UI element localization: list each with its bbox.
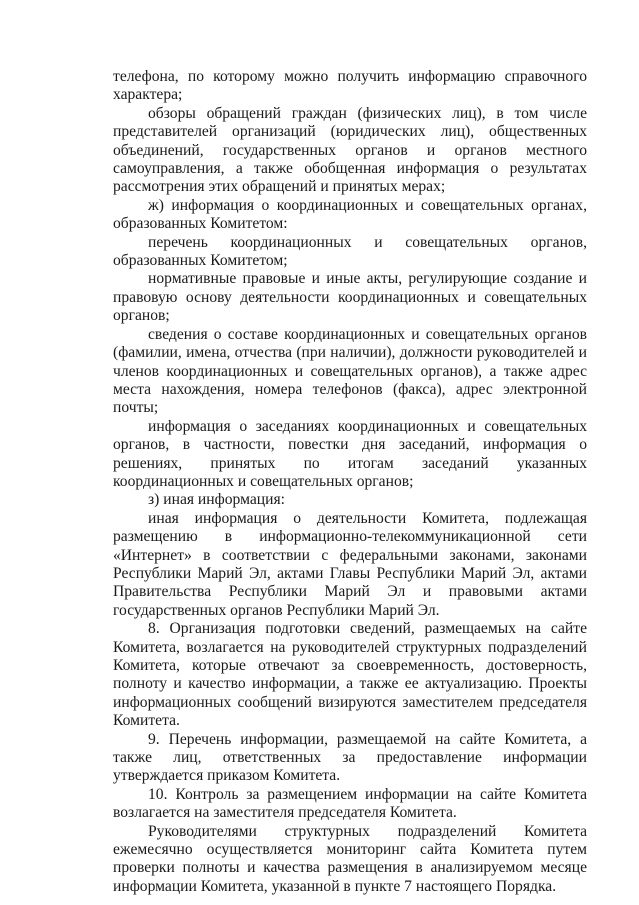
paragraph-normative-acts: нормативные правовые и иные акты, регулирующие создание и правовую основу деятельности координационных и совещательных органов; [113, 270, 587, 325]
paragraph-meetings: информация о заседаниях координационных и совещательных органов, в частности, повестки дня заседаний, информация о решениях, принятых по итогам заседаний указанных координационных и совещательных органов; [113, 417, 587, 490]
paragraph-clause-10: 10. Контроль за размещением информации на сайте Комитета возлагается на заместителя председателя Комитета. [113, 785, 587, 822]
paragraph-clause-8: 8. Организация подготовки сведений, размещаемых на сайте Комитета, возлагается на руководителей структурных подразделений Комитета, которые отвечают за своевременность, достоверность, полноту и качество информации, а также ее актуализацию. Проекты информационных сообщений визируются заместителем председателя Комитета. [113, 620, 587, 730]
document-body [113, 68, 587, 896]
paragraph-bodies-list: перечень координационных и совещательных органов, образованных Комитетом; [113, 233, 587, 270]
paragraph-composition: сведения о составе координационных и совещательных органов (фамилии, имена, отчества (при наличии), должности руководителей и членов координационных и совещательных органов), а также адрес места нахождения, номера телефонов (факса), адрес электронной почты; [113, 325, 587, 417]
paragraph-item-zh: ж) информация о координационных и совещательных органах, образованных Комитетом: [113, 196, 587, 233]
paragraph-appeals-reviews: обзоры обращений граждан (физических лиц), в том числе представителей организаций (юридических лиц), общественных объединений, государственных органов и органов местного самоуправления, а также обобщенная информация о результатах рассмотрения этих обращений и принятых мерах; [113, 104, 587, 196]
paragraph-clause-9: 9. Перечень информации, размещаемой на сайте Комитета, а также лиц, ответственных за предоставление информации утверждается приказом Комитета. [113, 730, 587, 785]
paragraph-item-z: з) иная информация: [148, 491, 285, 509]
paragraph-phone-info: телефона, по которому можно получить информацию справочного характера; [113, 68, 587, 104]
paragraph-other-info: иная информация о деятельности Комитета, подлежащая размещению в информационно-телекоммуникационной сети «Интернет» в соответствии с федеральными законами, законами Республики Марий Эл, актами Главы Республики Марий Эл, актами Правительства Республики Марий Эл и правовыми актами государственных органов Республики Марий Эл. [113, 509, 587, 619]
paragraph-monitoring: Руководителями структурных подразделений Комитета ежемесячно осуществляется мониторинг сайта Комитета путем проверки полноты и качества размещения в анализируемом месяце информации Комитета, указанной в пункте 7 настоящего Порядка. [113, 822, 587, 895]
